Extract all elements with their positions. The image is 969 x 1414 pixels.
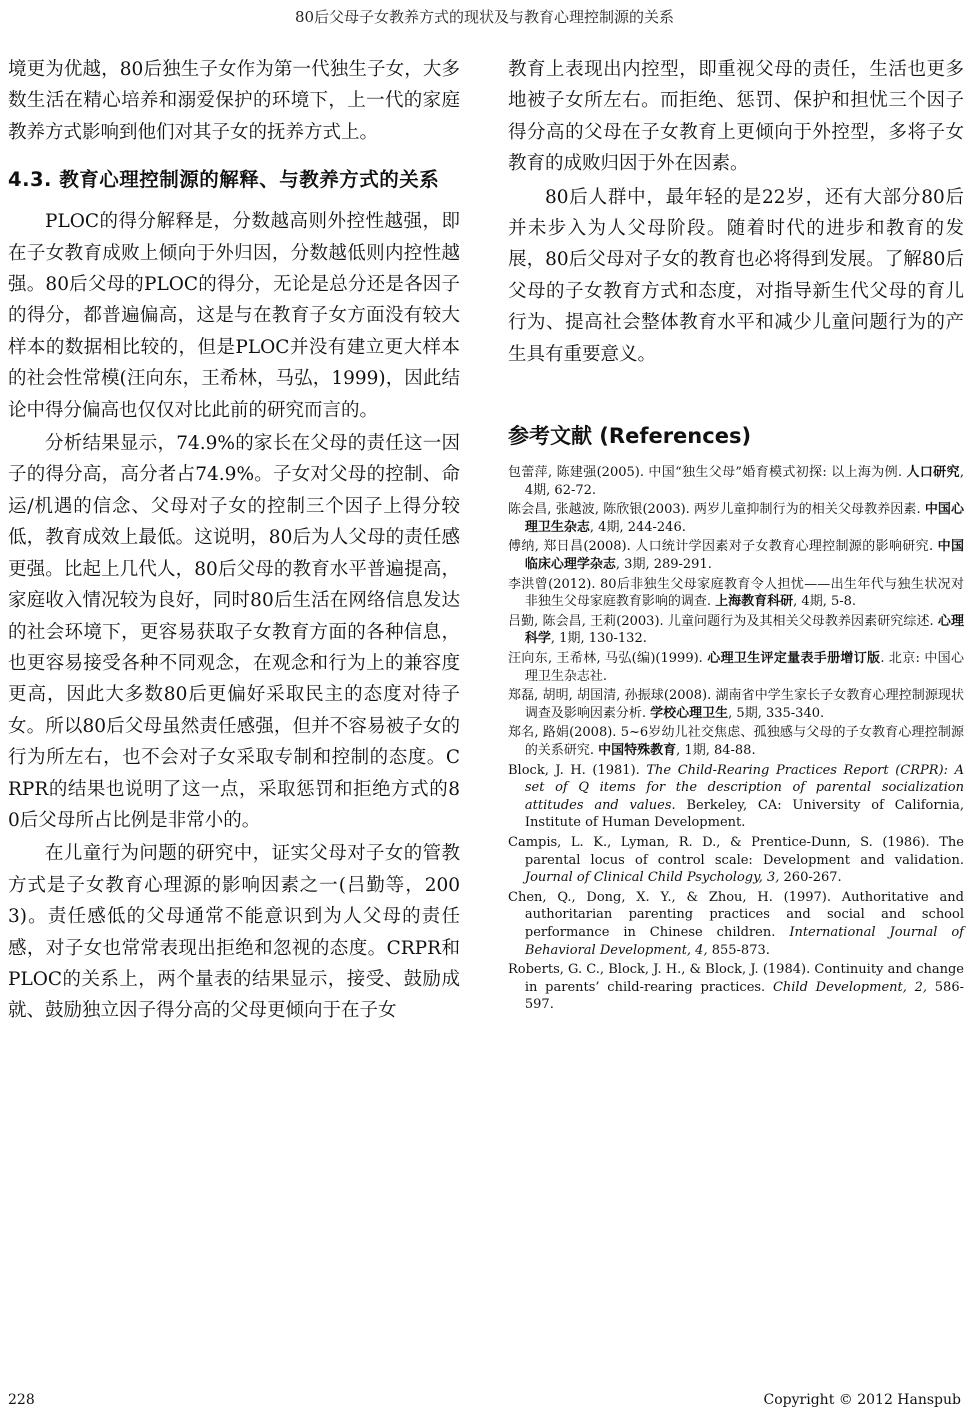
reference-item: 吕勤, 陈会昌, 王莉(2003). 儿童问题行为及其相关父母教养因素研究综述. 心理科学, 1期, 130-132. (508, 613, 964, 647)
paragraph: 在儿童行为问题的研究中，证实父母对子女的管教方式是子女教育心理源的影响因素之一(吕勤等，2003)。责任感低的父母通常不能意识到为人父母的责任感，对子女也常常表现出拒绝和忽视的态度。CRPR和PLOC的关系上，两个量表的结果显示，接受、鼓励成就、鼓励独立因子得分高的父母更倾向于在子女 (8, 843, 460, 1022)
reference-item: 陈会昌, 张越波, 陈欣银(2003). 两岁儿童抑制行为的相关父母教养因素. 中国心理卫生杂志, 4期, 244-246. (508, 502, 964, 535)
paragraph: 分析结果显示，74.9%的家长在父母的责任这一因子的得分高，高分者占74.9%。子女对父母的控制、命运/机遇的信念、父母对子女的控制三个因子上得分较低，教育成效上最低。这说明，80后为人父母的责任感更强。比起上几代人，80后父母的教育水平普遍提高，家庭收入情况较为良好，同时80后生活在网络信息发达的社会环境下，更容易获取子女教育方面的各种信息，也更容易接受各种不同观念，在观念和行为上的兼容度更高，因此大多数80后更偏好采取民主的态度对待子女。所以80后父母虽然责任感强，但并不容易被子女的行为所左右，也不会对子女采取专制和控制的态度。CRPR的结果也说明了这一点，采取惩罚和拒绝方式的80后父母所占比例是非常小的。 (8, 433, 460, 831)
reference-item: 李洪曾(2012). 80后非独生父母家庭教育令人担忧——出生年代与独生状况对非独生父母家庭教育影响的调查. 上海教育科研, 4期, 5-8. (508, 576, 964, 610)
paragraph: 80后人群中，最年轻的是22岁，还有大部分80后并未步入为人父母阶段。随着时代的进步和教育的发展，80后父母对子女的教育也必将得到发展。了解80后父母的子女教育方式和态度，对指导新生代父母的育儿行为、提高社会整体教育水平和减少儿童问题行为的产生具有重要意义。 (508, 186, 964, 365)
paragraph: 境更为优越，80后独生子女作为第一代独生子女，大多数生活在精心培养和溺爱保护的环境下，上一代的家庭教养方式影响到他们对其子女的抚养方式上。 (8, 59, 460, 143)
paragraph: PLOC的得分解释是，分数越高则外控性越强，即在子女教育成败上倾向于外归因，分数越低则内控性越强。80后父母的PLOC的得分，无论是总分还是各因子的得分，都普遍偏高，这是与在教育子女方面没有较大样本的数据相比较的，但是PLOC并没有建立更大样本的社会性常模(汪向东，王希林，马弘，1999)，因此结论中得分偏高也仅仅对比此前的研究而言的。 (8, 211, 460, 421)
copyright-notice: Copyright © 2012 Hanspub (763, 1392, 961, 1408)
reference-item: 汪向东, 王希林, 马弘(编)(1999). 心理卫生评定量表手册增订版. 北京: 中国心理卫生杂志社. (508, 651, 964, 684)
reference-item: 郑名, 路娟(2008). 5~6岁幼儿社交焦虑、孤独感与父母的子女教育心理控制源的关系研究. 中国特殊教育, 1期, 84-88. (508, 725, 964, 758)
references-heading: 参考文献 (References) (508, 424, 752, 449)
section-heading: 4.3. 教育心理控制源的解释、与教养方式的关系 (8, 168, 440, 192)
reference-item: Campis, L. K., Lyman, R. D., & Prentice-Dunn, S. (1986). The parental locus of control scale: Development and validation. Journal of Clinical Child Psychology, 3, 260-267. (508, 834, 964, 886)
reference-item: 傅纳, 郑日昌(2008). 人口统计学因素对子女教育心理控制源的影响研究. 中国临床心理学杂志, 3期, 289-291. (508, 539, 964, 573)
reference-item: Roberts, G. C., Block, J. H., & Block, J. (1984). Continuity and change in parents’ child-rearing practices. Child Development, 2, 586-597. (508, 962, 964, 1013)
page-number: 228 (8, 1392, 35, 1408)
right-column (508, 54, 964, 1016)
reference-item: 包蕾萍, 陈建强(2005). 中国“独生父母”婚育模式初探: 以上海为例. 人口研究, 4期, 62-72. (508, 465, 964, 498)
reference-item: Chen, Q., Dong, X. Y., & Zhou, H. (1997). Authoritative and authoritarian parenting practices and social and school performance in Chinese children. International Journal of Behavioral Development, 4, 855-873. (508, 889, 964, 958)
reference-item: Block, J. H. (1981). The Child-Rearing Practices Report (CRPR): A set of Q items for the description of parental socialization attitudes and values. Berkeley, CA: University of California, Institute of Human Development. (508, 762, 964, 831)
paragraph: 教育上表现出内控型，即重视父母的责任，生活也更多地被子女所左右。而拒绝、惩罚、保护和担忧三个因子得分高的父母在子女教育上更倾向于外控型，多将子女教育的成败归因于外在因素。 (508, 59, 964, 175)
reference-list (508, 464, 964, 1014)
reference-item: 郑磊, 胡明, 胡国清, 孙振球(2008). 湖南省中学生家长子女教育心理控制源现状调查及影响因素分析. 学校心理卫生, 5期, 335-340. (508, 688, 964, 721)
left-column (8, 54, 460, 1027)
running-title: 80后父母子女教养方式的现状及与教育心理控制源的关系 (294, 8, 675, 26)
